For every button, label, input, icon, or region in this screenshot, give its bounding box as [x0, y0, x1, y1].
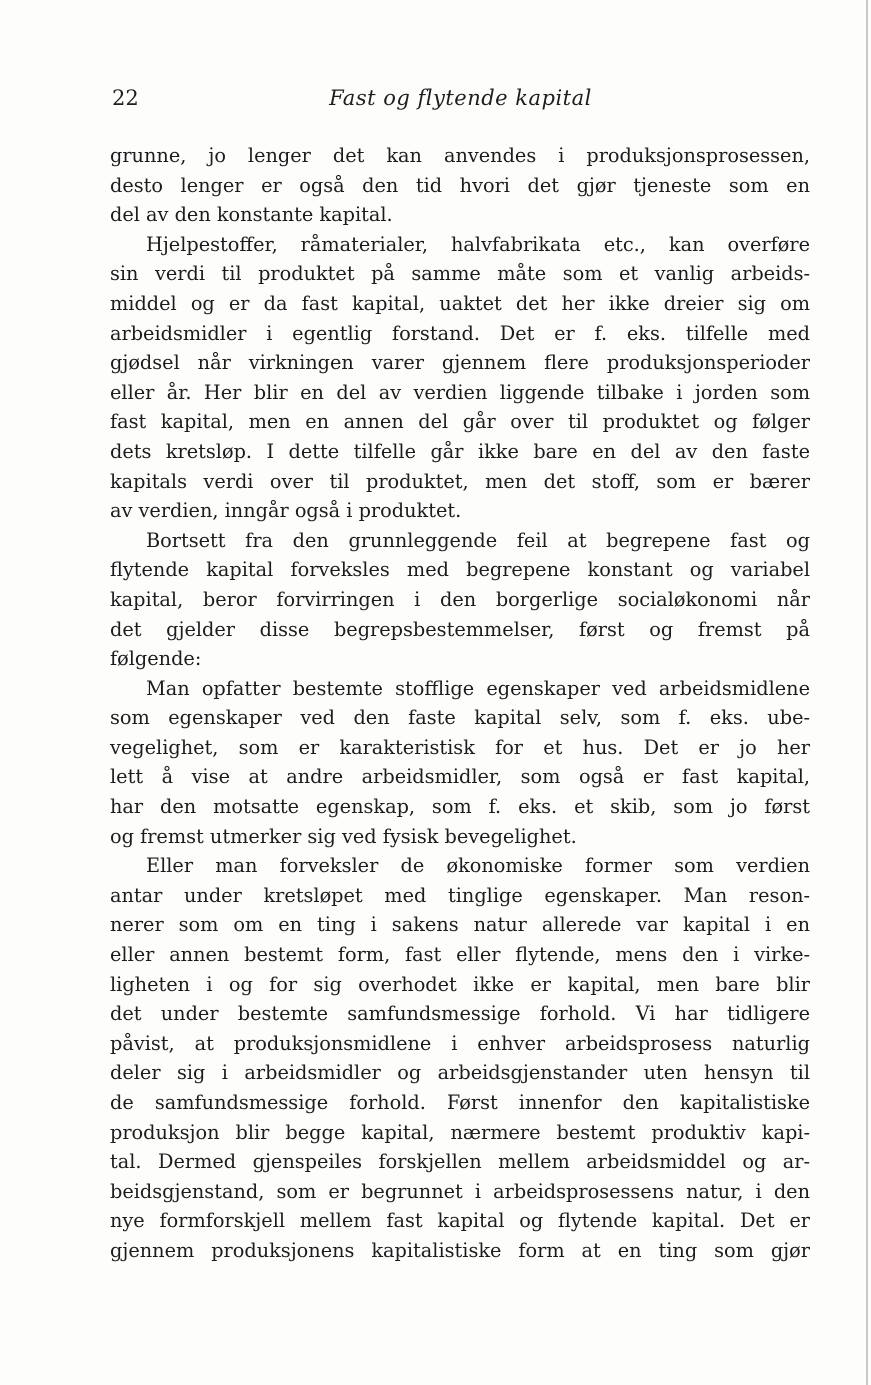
text-line: vegelighet, som er karakteristisk for et hus. Det er jo her [110, 735, 810, 759]
text-line: av verdien, inngår også i produktet. [110, 499, 462, 523]
text-line: deler sig i arbeidsmidler og arbeidsgjenstander uten hensyn til [110, 1061, 810, 1085]
text-line: lett å vise at andre arbeidsmidler, som også er fast kapital, [110, 765, 810, 789]
text-line: ligheten i og for sig overhodet ikke er kapital, men bare blir [110, 972, 810, 996]
running-title: Fast og flytende kapital [329, 86, 592, 110]
text-line: grunne, jo lenger det kan anvendes i produksjonsprosessen, [110, 144, 810, 167]
text-line: dets kretsløp. I dette tilfelle går ikke bare en del av den faste [110, 439, 810, 463]
text-line: gjennem produksjonens kapitalistiske form at en ting som gjør [110, 1238, 810, 1262]
text-line: nye formforskjell mellem fast kapital og flytende kapital. Det er [110, 1209, 810, 1233]
text-line: eller år. Her blir en del av verdien liggende tilbake i jorden som [110, 380, 810, 404]
paragraph [110, 851, 810, 1265]
paragraph [110, 526, 810, 674]
text-line: Eller man forveksler de økonomiske former som verdien [146, 854, 810, 878]
text-line: arbeidsmidler i egentlig forstand. Det er f. eks. tilfelle med [110, 321, 810, 345]
text-line: beidsgjenstand, som er begrunnet i arbeidsprosessens natur, i den [110, 1179, 810, 1203]
text-line: eller annen bestemt form, fast eller flytende, mens den i virke- [110, 943, 810, 967]
page-number: 22 [112, 86, 139, 110]
text-line: kapitals verdi over til produktet, men det stoff, som er bærer [110, 469, 810, 493]
paragraph [110, 141, 810, 230]
paragraph [110, 230, 810, 526]
text-line: flytende kapital forveksles med begrepene konstant og variabel [110, 558, 810, 582]
text-line: desto lenger er også den tid hvori det gjør tjeneste som en [110, 173, 810, 197]
text-line: og fremst utmerker sig ved fysisk bevegelighet. [110, 824, 577, 848]
text-line: Man opfatter bestemte stofflige egenskaper ved arbeidsmidlene [146, 676, 810, 700]
text-line: del av den konstante kapital. [110, 203, 393, 227]
text-line: middel og er da fast kapital, uaktet det her ikke dreier sig om [110, 291, 810, 315]
paragraph [110, 674, 810, 852]
text-line: som egenskaper ved den faste kapital selv, som f. eks. ube- [110, 706, 810, 730]
text-line: produksjon blir begge kapital, nærmere bestemt produktiv kapi- [110, 1120, 810, 1144]
body-text [110, 141, 810, 1266]
text-line: sin verdi til produktet på samme måte som et vanlig arbeids- [110, 262, 810, 286]
text-line: det under bestemte samfundsmessige forhold. Vi har tidligere [110, 1002, 810, 1026]
text-line: har den motsatte egenskap, som f. eks. et skib, som jo først [110, 795, 810, 819]
page-edge-shadow [866, 0, 868, 1385]
text-line: nerer som om en ting i sakens natur allerede var kapital i en [110, 913, 810, 937]
text-line: Bortsett fra den grunnleggende feil at begrepene fast og [146, 528, 810, 552]
text-line: tal. Dermed gjenspeiles forskjellen mellem arbeidsmiddel og ar- [110, 1150, 810, 1174]
text-line: Hjelpestoffer, råmaterialer, halvfabrikata etc., kan overføre [146, 232, 810, 256]
text-line: fast kapital, men en annen del går over til produktet og følger [110, 410, 810, 434]
text-line: kapital, beror forvirringen i den borgerlige socialøkonomi når [110, 587, 810, 611]
text-line: påvist, at produksjonsmidlene i enhver arbeidsprosess naturlig [110, 1031, 810, 1055]
text-line: de samfundsmessige forhold. Først innenfor den kapitalistiske [110, 1091, 810, 1114]
text-line: det gjelder disse begrepsbestemmelser, først og fremst på [110, 617, 810, 641]
text-line: antar under kretsløpet med tinglige egenskaper. Man reson- [110, 883, 810, 907]
text-line: følgende: [110, 647, 202, 671]
page-header [112, 86, 809, 116]
text-line: gjødsel når virkningen varer gjennem flere produksjonsperioder [110, 351, 810, 375]
